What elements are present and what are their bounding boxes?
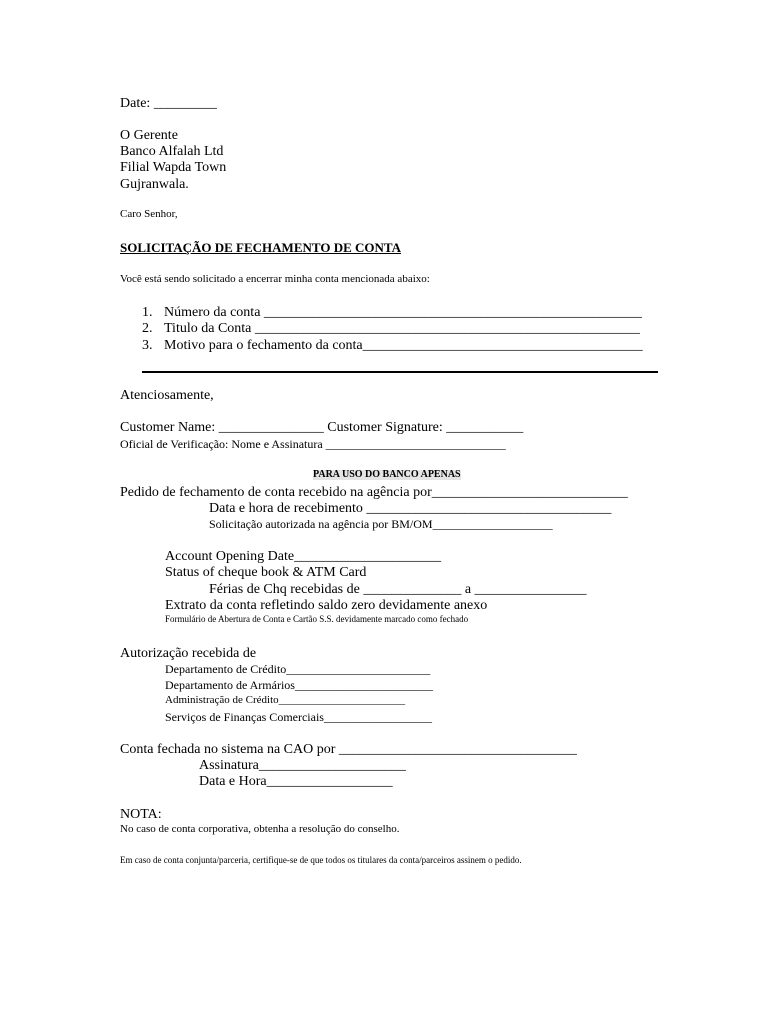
system-datetime-line: Data e Hora__________________ — [199, 774, 393, 789]
system-closed-line: Conta fechada no sistema na CAO por __________________________________ — [120, 742, 577, 757]
list-number: 1. — [142, 305, 153, 320]
list-number: 3. — [142, 338, 153, 353]
list-number: 2. — [142, 321, 153, 336]
opening-date-line: Account Opening Date_____________________ — [165, 549, 442, 564]
bank-use-heading: PARA USO DO BANCO APENAS — [313, 469, 461, 480]
authorization-heading: Autorização recebida de — [120, 646, 257, 661]
system-signature-line: Assinatura_____________________ — [199, 758, 406, 773]
customer-line: Customer Name: _______________ Customer Signature: ___________ — [120, 420, 524, 435]
list-item — [142, 339, 643, 353]
list-item — [142, 322, 640, 336]
list-text: Motivo para o fechamento da conta________________________________________ — [164, 338, 643, 353]
addressee-line-4: Gujranwala. — [120, 177, 189, 192]
nota-corporate: No caso de conta corporativa, obtenha a resolução do conselho. — [120, 823, 400, 835]
authorization-item: Departamento de Armários_______________________ — [165, 678, 433, 692]
form-note: Formulário de Abertura de Conta e Cartão S.S. devidamente marcado como fechado — [165, 614, 469, 624]
closing: Atenciosamente, — [120, 388, 214, 403]
addressee-line-2: Banco Alfalah Ltd — [120, 144, 224, 159]
nota-joint: Em caso de conta conjunta/parceria, certifique-se de que todos os titulares da conta/parceiros assinem o pedido. — [120, 855, 522, 865]
list-text: Titulo da Conta _______________________________________________________ — [164, 321, 640, 336]
list-text: Número da conta ______________________________________________________ — [164, 305, 642, 320]
intro-text: Você está sendo solicitado a encerrar minha conta mencionada abaixo: — [120, 273, 430, 285]
salutation: Caro Senhor, — [120, 208, 178, 220]
verification-line: Oficial de Verificação: Nome e Assinatura ______________________________ — [120, 437, 506, 451]
page-title: SOLICITAÇÃO DE FECHAMENTO DE CONTA — [120, 240, 401, 255]
nota-heading: NOTA: — [120, 807, 162, 822]
received-datetime-line: Data e hora de recebimento ___________________________________ — [209, 501, 612, 516]
reason-continuation-line — [142, 371, 658, 373]
addressee-line-1: O Gerente — [120, 128, 178, 143]
authorized-line: Solicitação autorizada na agência por BM/OM____________________ — [209, 517, 553, 531]
received-line: Pedido de fechamento de conta recebido na agência por____________________________ — [120, 485, 628, 500]
cheque-status-line: Status of cheque book & ATM Card — [165, 565, 367, 580]
cheque-leaves-line: Férias de Chq recebidas de ______________ a ________________ — [209, 582, 587, 597]
list-item — [142, 306, 642, 320]
date-line: Date: _________ — [120, 96, 217, 111]
statement-line: Extrato da conta refletindo saldo zero devidamente anexo — [165, 598, 488, 613]
authorization-item: Departamento de Crédito________________________ — [165, 662, 431, 676]
addressee-line-3: Filial Wapda Town — [120, 160, 227, 175]
authorization-item: Administração de Crédito_______________________ — [165, 694, 406, 706]
authorization-item: Serviços de Finanças Comerciais__________________ — [165, 710, 432, 724]
